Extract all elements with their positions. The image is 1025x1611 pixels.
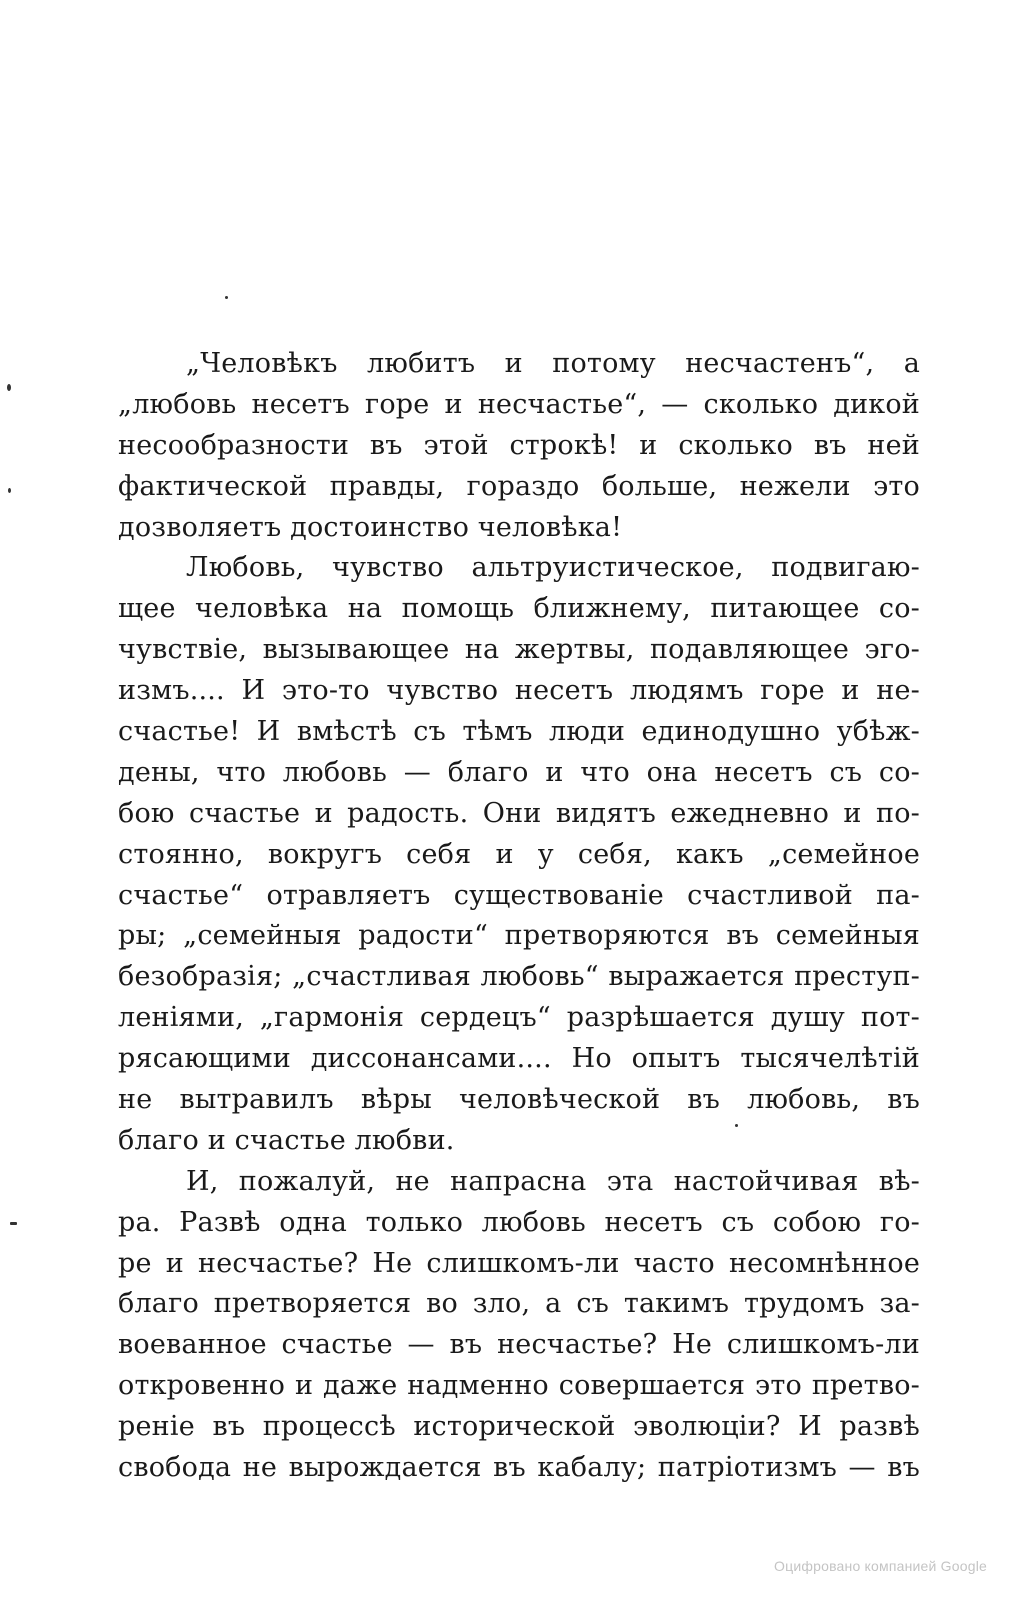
text-line: благо и счастье любви. [118, 1124, 455, 1156]
text-line: чувствіе, вызывающее на жертвы, подавляющее эго- [118, 634, 920, 666]
scan-speck [225, 296, 228, 299]
text-line: свобода не вырождается въ кабалу; патріотизмъ — въ [118, 1452, 920, 1484]
text-line: счастье“ отравляетъ существованіе счастливой па- [118, 879, 920, 911]
body-text [118, 344, 920, 1489]
digitization-watermark: Оцифровано компанией Google [774, 1558, 987, 1574]
text-line: Любовь, чувство альтруистическое, подвигаю- [186, 552, 920, 584]
text-line: дены, что любовь — благо и что она несетъ съ со- [118, 756, 920, 788]
text-line: дозволяетъ достоинство человѣка! [118, 511, 623, 543]
text-line: И, пожалуй, не напрасна эта настойчивая вѣ- [186, 1165, 920, 1197]
text-line: безобразія; „счастливая любовь“ выражается преступ- [118, 961, 920, 993]
text-line: счастье! И вмѣстѣ съ тѣмъ люди единодушно убѣж- [118, 716, 920, 748]
text-line: ра. Развѣ одна только любовь несетъ съ собою го- [118, 1206, 920, 1238]
text-line: откровенно и даже надменно совершается это претво- [118, 1370, 920, 1402]
text-line: „любовь несетъ горе и несчастье“, — сколько дикой [118, 388, 920, 420]
text-line: несообразности въ этой строкѣ! и сколько въ ней [118, 429, 920, 461]
text-line: ры; „семейныя радости“ претворяются въ семейныя [118, 920, 920, 952]
text-line: воеванное счастье — въ несчастье? Не слишкомъ-ли [118, 1329, 920, 1361]
text-line: леніями, „гармонія сердецъ“ разрѣшается душу пот- [118, 1002, 920, 1034]
text-line: фактической правды, гораздо больше, нежели это [118, 470, 920, 502]
text-line: рясающими диссонансами.... Но опытъ тысячелѣтій [118, 1043, 920, 1075]
text-line: не вытравилъ вѣры человѣческой въ любовь, въ [118, 1084, 920, 1116]
text-line: бою счастье и радость. Они видятъ ежедневно и по- [118, 797, 920, 829]
scan-speck [8, 488, 11, 493]
text-line: измъ.... И это-то чувство несетъ людямъ горе и не- [118, 675, 920, 707]
text-line: щее человѣка на помощь ближнему, питающее со- [118, 593, 920, 625]
text-line: „Человѣкъ любитъ и потому несчастенъ“, а [186, 348, 920, 379]
text-line: реніе въ процессѣ исторической эволюціи? И развѣ [118, 1411, 920, 1443]
text-line: ре и несчастье? Не слишкомъ-ли часто несомнѣнное [118, 1247, 920, 1279]
scan-speck [7, 384, 11, 391]
text-line: благо претворяется во зло, а съ такимъ трудомъ за- [118, 1288, 920, 1320]
text-line: стоянно, вокругъ себя и у себя, какъ „семейное [118, 838, 920, 870]
scan-speck [10, 1222, 17, 1225]
